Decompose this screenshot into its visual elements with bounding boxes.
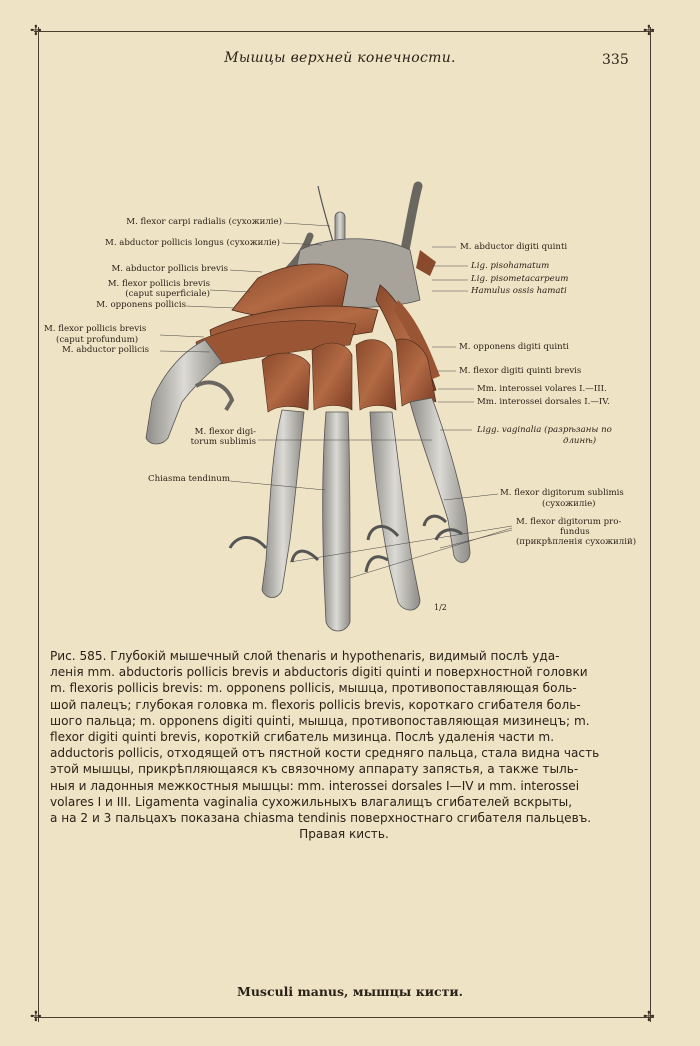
bottom-title: Musculi manus, мышцы кисти. <box>237 984 463 999</box>
label-flexor-digitorum-profundus-2: fundus <box>560 527 590 537</box>
label-flexor-digitorum-profundus-3: (прикрѣпленія сухожилій) <box>516 537 637 547</box>
frame-corner-ornament: ✢ <box>30 1009 42 1025</box>
label-ligg-vaginalia-2: длинѣ) <box>563 436 597 446</box>
label-flexor-digitorum-profundus: M. flexor digitorum pro- <box>516 517 622 527</box>
caption-line: adductoris pollicis, отходящей отъ пястной кости средняго пальца, стала видна часть <box>50 746 600 761</box>
caption-line: этой мышцы, прикрѣпляющаяся къ связочному аппарату запястья, а также тыль- <box>50 762 579 777</box>
label-adductor-pollicis: M. abductor pollicis <box>62 345 150 355</box>
page-number: 335 <box>602 52 629 68</box>
caption-line: шой палецъ; глубокая головка m. flexoris pollicis brevis, короткаго сгибателя боль- <box>50 697 581 712</box>
label-hamulus-ossis-hamati: Hamulus ossis hamati <box>471 286 567 296</box>
caption-line: Рис. 585. Глубокій мышечный слой thenaris и hypothenaris, видимый послѣ уда- <box>50 649 560 663</box>
frame-corner-ornament: ✢ <box>30 23 42 39</box>
label-lig-pisometacarpeum: Lig. pisometacarpeum <box>471 274 569 284</box>
label-flexor-pollicis-brevis-prof: M. flexor pollicis brevis <box>44 324 147 334</box>
frame-corner-ornament: ✢ <box>643 23 655 39</box>
fingers <box>262 398 470 631</box>
label-flexor-pollicis-brevis-sup-head: (caput superficiale) <box>125 289 210 299</box>
caption-line: ныя и ладонныя межкостныя мышцы: mm. interossei dorsales I—IV и mm. interossei <box>50 778 580 793</box>
label-flexor-digitorum-sublimis-left: M. flexor digi- <box>194 427 256 437</box>
running-title: Мышцы верхней конечности. <box>224 50 456 66</box>
label-interossei-dorsales: Mm. interossei dorsales I.—IV. <box>477 397 610 407</box>
label-flexor-pollicis-brevis-prof-head: (caput profundum) <box>56 335 139 345</box>
label-interossei-volares: Mm. interossei volares I.—III. <box>477 384 607 394</box>
label-ligg-vaginalia: Ligg. vaginalia (разрѣзаны по <box>477 425 612 435</box>
label-abductor-pollicis-brevis: M. abductor pollicis brevis <box>111 264 228 274</box>
figure-caption <box>50 648 638 842</box>
label-flexor-digitorum-sublimis-right: M. flexor digitorum sublimis <box>500 488 624 498</box>
label-opponens-pollicis: M. opponens pollicis <box>96 300 186 310</box>
label-flexor-digitorum-sublimis-right-2: (сухожиліе) <box>542 499 596 509</box>
label-abductor-pollicis-longus: M. abductor pollicis longus (сухожиліе) <box>105 238 280 248</box>
caption-line: volares I и III. Ligamenta vaginalia сухожильныхъ влагалищъ сгибателей вскрыты, <box>50 794 573 809</box>
label-flexor-digitorum-sublimis-left-2: torum sublimis <box>190 437 256 447</box>
caption-line: flexor digiti quinti brevis, короткій сгибатель мизинца. Послѣ удаленія части m. <box>50 730 555 745</box>
frame-corner-ornament: ✢ <box>643 1009 655 1025</box>
caption-line: шого пальца; m. opponens digiti quinti, мышца, противопоставляющая мизинецъ; m. <box>50 713 590 728</box>
label-flexor-carpi-radialis: M. flexor carpi radialis (сухожиліе) <box>126 217 282 227</box>
scale-label: 1/2 <box>434 603 447 612</box>
caption-last-line: Правая кисть. <box>299 827 389 842</box>
caption-line: ленія mm. abductoris pollicis brevis и abductoris digiti quinti и поверхностной головки <box>50 665 588 680</box>
label-opponens-digiti-quinti: M. opponens digiti quinti <box>459 342 569 352</box>
caption-line: а на 2 и 3 пальцахъ показана chiasma tendinis поверхностнаго сгибателя пальцевъ. <box>50 811 592 826</box>
label-flexor-pollicis-brevis-sup: M. flexor pollicis brevis <box>107 279 210 289</box>
label-abductor-digiti-quinti: M. abductor digiti quinti <box>460 242 568 252</box>
label-lig-pisohamatum: Lig. pisohamatum <box>471 261 550 271</box>
caption-line: m. flexoris pollicis brevis: m. opponens pollicis, мышца, противопоставляющая боль- <box>50 681 577 696</box>
label-chiasma-tendinum: Chiasma tendinum <box>148 474 230 484</box>
label-flexor-digiti-quinti-brevis: M. flexor digiti quinti brevis <box>459 366 582 376</box>
